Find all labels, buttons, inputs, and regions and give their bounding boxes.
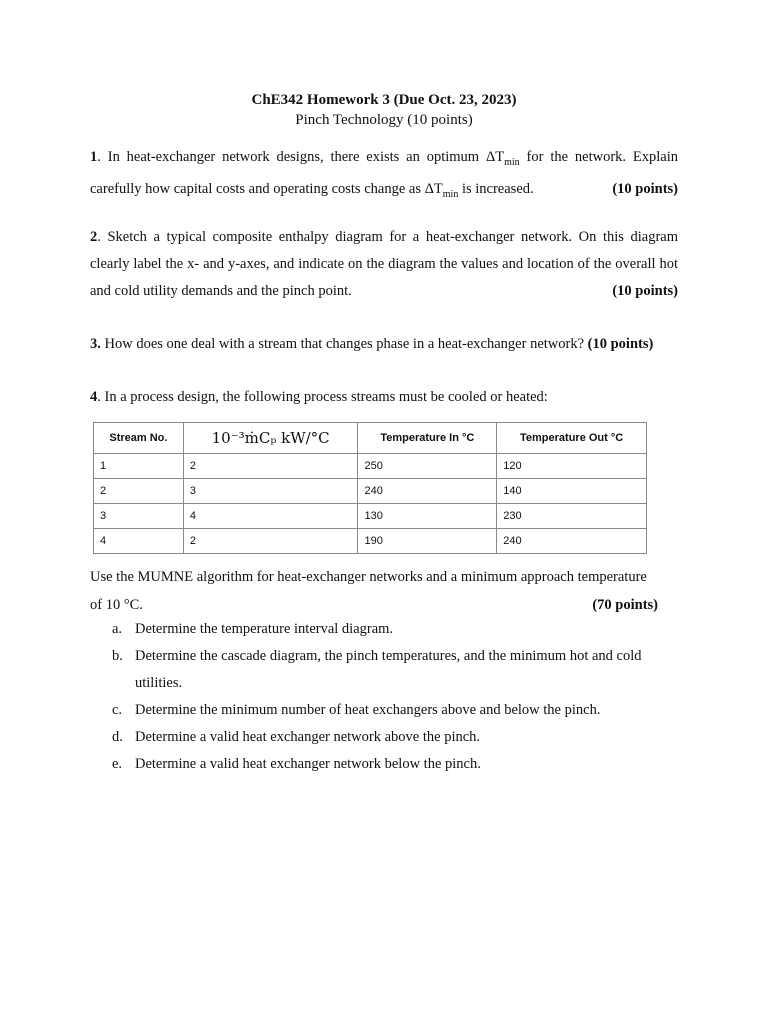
points-label: (10 points) <box>612 283 678 299</box>
item-label: a. <box>112 621 123 637</box>
item-label: c. <box>112 702 123 718</box>
delta-t-min: $\Delta T_{min}$ <box>485 149 520 168</box>
question-3 <box>90 331 678 358</box>
table-cell: 3 <box>94 504 184 529</box>
item-text: Determine the cascade diagram, the pinch temperatures, and the minimum hot and cold utilities. <box>135 648 642 691</box>
list-item <box>90 724 670 751</box>
table-cell: 3 <box>183 479 358 504</box>
question-text: . In a process design, the following process streams must be cooled or heated: <box>97 389 548 405</box>
list-item <box>90 751 670 778</box>
list-item <box>90 697 670 724</box>
column-header: Temperature In °C <box>358 423 497 454</box>
column-header: Temperature Out °C <box>497 423 647 454</box>
item-label: d. <box>112 729 123 745</box>
question-text: How does one deal with a stream that changes phase in a heat-exchanger network? <box>100 336 588 352</box>
question-number: 4 <box>90 389 98 405</box>
column-header: Stream No. <box>94 423 184 454</box>
table-cell: 4 <box>94 529 184 554</box>
list-item <box>90 643 670 697</box>
question-text: . Sketch a typical composite enthalpy diagram for a heat-exchanger network. On this diagram clearly label the x- and y-axes, and indicate on the diagram the values and location of the overall hot and cold utility demands and the pinch point. <box>90 229 678 299</box>
subquestion-list <box>90 616 670 778</box>
document-title: ChE342 Homework 3 (Due Oct. 23, 2023) <box>251 92 517 108</box>
table-cell: 240 <box>497 529 647 554</box>
delta-t-min: $\Delta T_{min}$ <box>424 180 459 200</box>
table-cell: 130 <box>358 504 497 529</box>
item-text: Determine the minimum number of heat exchangers above and below the pinch. <box>135 702 601 718</box>
question-text: . In heat-exchanger network designs, there exists an optimum <box>97 149 486 165</box>
question-1 <box>90 144 678 208</box>
question-text: for the network. Explain carefully how capital costs and operating costs change as <box>90 149 678 197</box>
table-cell: 230 <box>497 504 647 529</box>
table-row <box>94 454 647 479</box>
table-header-row <box>94 423 647 454</box>
question-4 <box>90 384 678 411</box>
table-row <box>94 504 647 529</box>
table-cell: 4 <box>183 504 358 529</box>
question-number: 2 <box>90 229 98 245</box>
table-cell: 2 <box>183 529 358 554</box>
table-cell: 2 <box>94 479 184 504</box>
question-2 <box>90 224 678 305</box>
table-cell: 120 <box>497 454 647 479</box>
question-4-instructions <box>90 563 658 619</box>
table-cell: 2 <box>183 454 358 479</box>
item-text: Determine a valid heat exchanger network below the pinch. <box>135 756 481 772</box>
points-label: (10 points) <box>612 180 678 197</box>
stream-table <box>93 422 647 554</box>
table-cell: 250 <box>358 454 497 479</box>
item-text: Determine the temperature interval diagram. <box>135 621 394 637</box>
question-number: 1 <box>90 149 98 165</box>
column-header: 10⁻³ṁCₚ kW/°C <box>183 423 358 454</box>
points-label: (70 points) <box>592 597 658 613</box>
instruction-text: Use the MUMNE algorithm for heat-exchanger networks and a minimum approach temperature of 10 °C. <box>90 569 647 613</box>
table-cell: 140 <box>497 479 647 504</box>
item-label: b. <box>112 648 123 664</box>
item-label: e. <box>112 756 123 772</box>
document-subtitle: Pinch Technology (10 points) <box>295 112 473 128</box>
table-cell: 1 <box>94 454 184 479</box>
table-row <box>94 529 647 554</box>
list-item <box>90 616 670 643</box>
question-text: is increased. <box>458 180 534 197</box>
question-number: 3. <box>90 336 101 352</box>
table-cell: 190 <box>358 529 497 554</box>
table-row <box>94 479 647 504</box>
table-cell: 240 <box>358 479 497 504</box>
points-label: (10 points) <box>587 336 654 352</box>
item-text: Determine a valid heat exchanger network above the pinch. <box>135 729 481 745</box>
